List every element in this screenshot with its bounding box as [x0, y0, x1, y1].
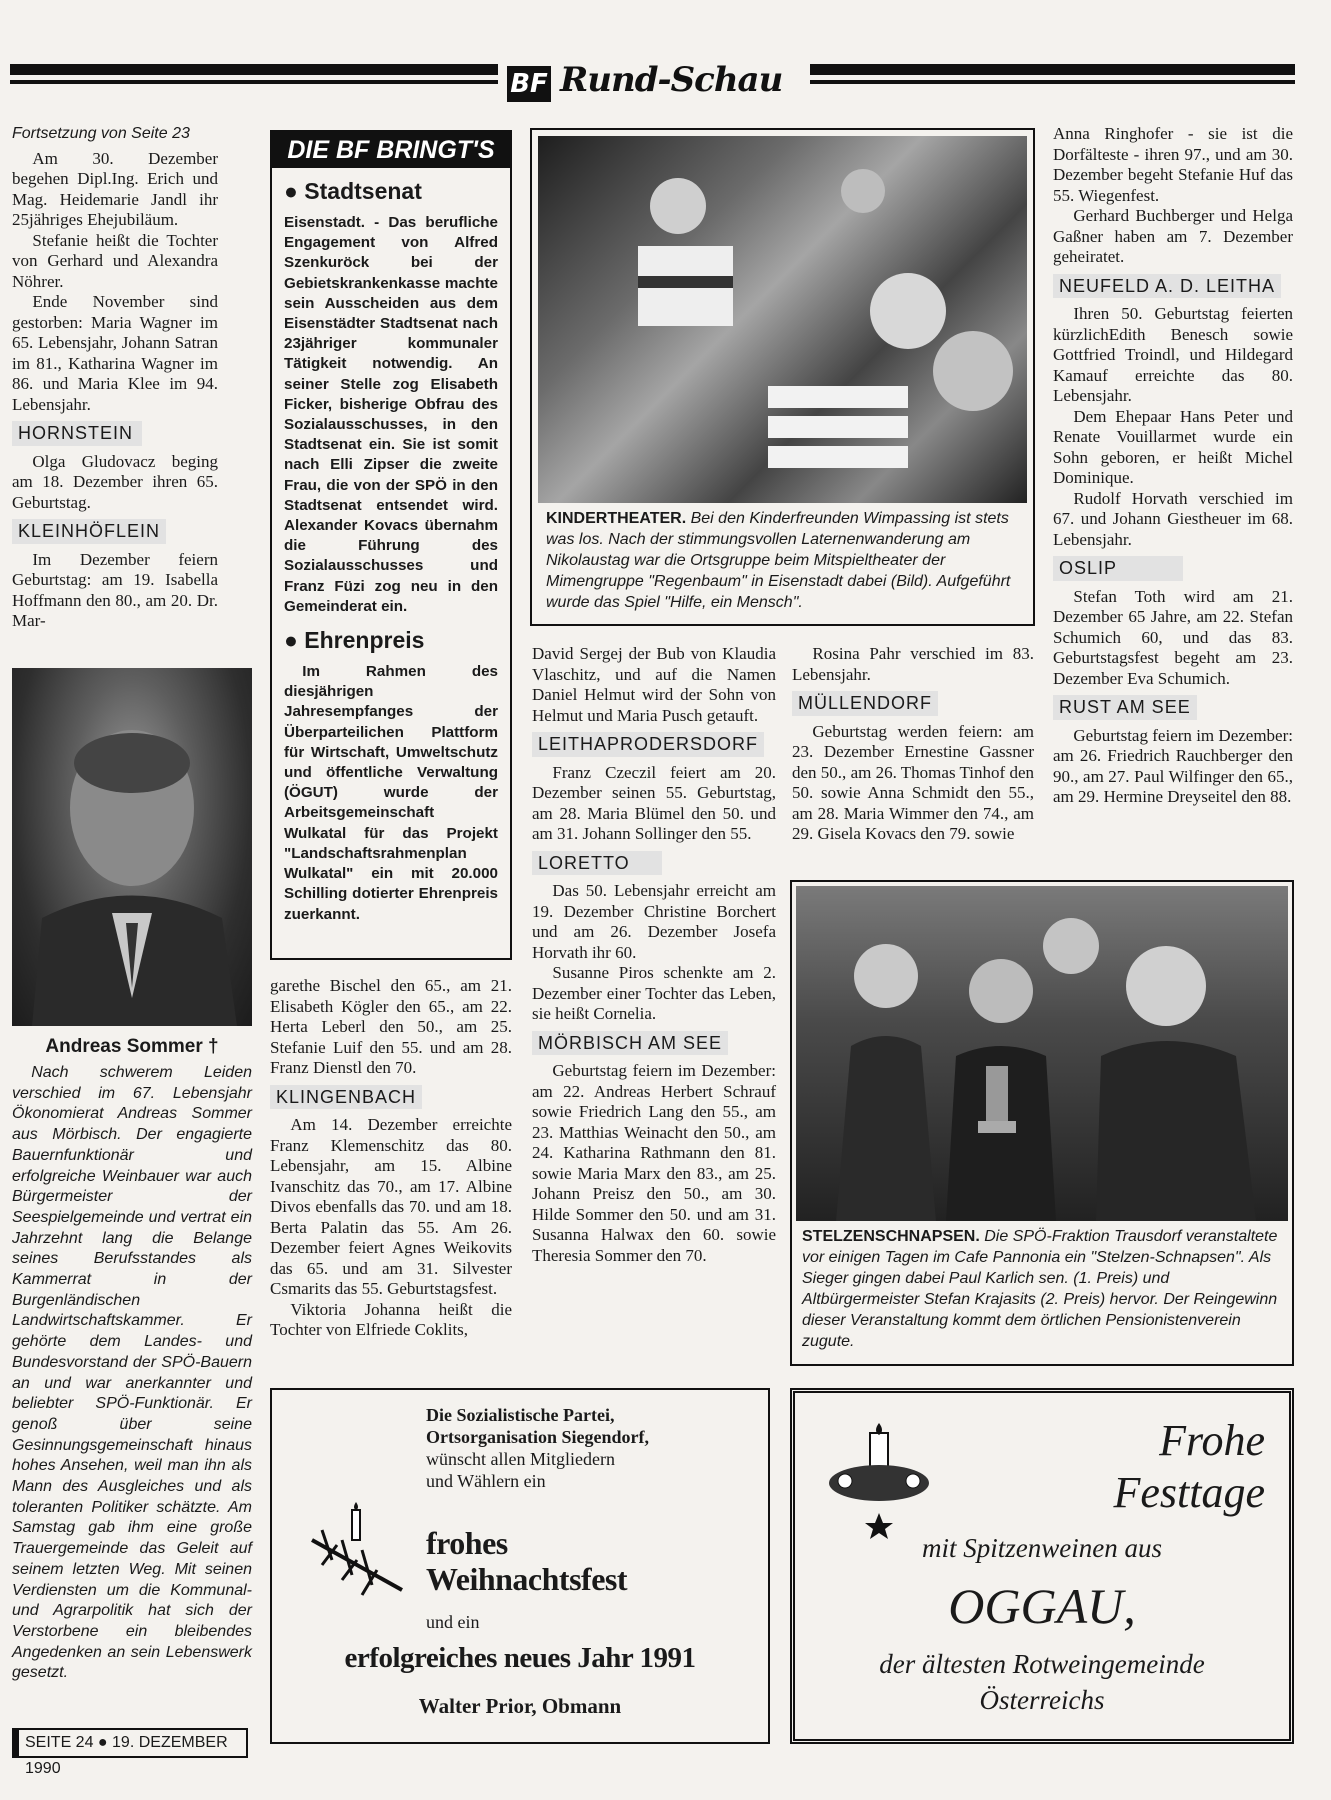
kindertheater-caption: [546, 508, 1024, 613]
kindertheater-photo: [538, 136, 1027, 503]
paragraph: Gerhard Buchberger und Helga Gaßner haben am 7. Dezember geheiratet.: [1053, 206, 1293, 266]
stelzenschnapsen-image: [796, 886, 1288, 1221]
header-rule-right-thin: [810, 80, 1295, 84]
bf-logo: BF: [507, 66, 551, 102]
ad-big-text: [426, 1525, 627, 1597]
paragraph: Das 50. Lebensjahr erreicht am 19. Dezember Christine Borchert und am 26. Dezember Josefa Horvath ihr 60.: [532, 881, 776, 962]
header-rule-left-thin: [10, 80, 498, 84]
header-rule-left: [10, 64, 498, 75]
paragraph: Geburtstag werden feiern: am 23. Dezember Ernestine Gassner den 50., am 26. Thomas Tinhof den 50. sowie Anna Schmidt den 55., am 28. Maria Wimmer den 74., am 29. Gisela Kovacs den 79. sowie: [792, 721, 1034, 843]
town-heading: HORNSTEIN: [12, 421, 142, 446]
ad-line: Weihnachtsfest: [426, 1561, 627, 1597]
paragraph: Susanne Piros schenkte am 2. Dezember einer Tochter das Leben, sie heißt Cornelia.: [532, 963, 776, 1023]
obituary-name: Andreas Sommer †: [45, 1036, 219, 1057]
stelzenschnapsen-photo: [796, 886, 1288, 1221]
ad-line: und ein: [426, 1612, 480, 1632]
paragraph: Am 30. Dezember begehen Dipl.Ing. Erich und Mag. Heidemarie Jandl ihr 25jähriges Ehejubiläum.: [12, 148, 218, 229]
ad-line: Frohe: [1159, 1416, 1265, 1465]
ad-headline: [1113, 1415, 1265, 1519]
section-title: Rund-Schau: [560, 60, 783, 100]
bringts-text: Eisenstadt. - Das berufliche Engagement von Alfred Szenkuröck bei der Gebietskrankenkasse machte sein Ausscheiden aus dem Eisenstädter Stadtsenat nach 23jähriger kommunaler Tätigkeit notwendig. An seiner Stelle zog Elisabeth Ficker, bisherige Obfrau des Sozialausschusses, in den Stadtsenat ein. Sie ist somit nach Elli Zipser die zweite Frau, die von der SPÖ in den Stadtsenat entsendet wird. Alexander Kovacs übernahm die Führung des Sozialausschusses und Franz Füzi zog neu in den Gemeinderat ein.: [284, 214, 498, 615]
continued-note: Fortsetzung von Seite 23: [12, 125, 190, 142]
caption-text: Die SPÖ-Fraktion Trausdorf veranstaltete vor einigen Tagen im Cafe Pannonia ein "Stelzen-Schnapsen". Als Sieger gingen dabei Paul Karlich sen. (1. Preis) und Altbürgermeister Stefan Krajasits (2. Preis) hervor. Der Reingewinn dieser Veranstaltung kommt dem örtlichen Pensionistenverein zugute.: [802, 1228, 1278, 1350]
paragraph: Geburtstag feiern im Dezember: am 22. Andreas Herbert Schrauf sowie Friedrich Lang den 55., am 23. Matthias Weinacht den 50., am 24. Katharina Rathmann den 81. sowie Maria Marx den 83., am 25. Johann Preisz den 50., am 30. Hilde Sommer den 50. und am 31. Susanna Halwax den 60. sowie Theresia Sommer den 70.: [532, 1061, 776, 1265]
town-heading: MÖRBISCH AM SEE: [532, 1031, 728, 1056]
paragraph: David Sergej der Bub von Klaudia Vlaschitz, und auf die Namen Daniel Helmut wird der Sohn von Helmut und Maria Pusch getauft.: [532, 644, 776, 725]
page-footer: SEITE 24 ● 19. DEZEMBER 1990: [12, 1728, 248, 1758]
ad-line: mit Spitzenweinen aus: [922, 1533, 1162, 1563]
column-4: [792, 644, 1034, 845]
ad-line: Festtage: [1113, 1468, 1265, 1517]
paragraph: Am 14. Dezember erreichte Franz Klemenschitz das 80. Lebensjahr, am 15. Albine Ivanschitz das 70., am 17. Albine Divos ebenfalls das 70. und am 18. Berta Palatin das 55. Am 26. Dezember feiert Agnes Weikovits das 65. und am 31. Silvester Csmarits das 55. Geburtstagsfest.: [270, 1115, 512, 1298]
paragraph: Im Dezember feiern Geburtstag: am 19. Isabella Hoffmann den 80., am 20. Dr. Mar-: [12, 549, 218, 630]
caption-text: Bei den Kinderfreunden Wimpassing ist stets was los. Nach der stimmungsvollen Laternenwanderung am Nikolaustag war die Ortsgruppe beim Mitspieltheater der Mimengruppe "Regenbaum" in Eisenstadt dabei (Bild). Aufgeführt wurde das Spiel "Hilfe, ein Mensch".: [546, 510, 1011, 611]
header-rule-right: [810, 64, 1295, 75]
ad-line: OGGAU,: [948, 1578, 1136, 1634]
subheading-text: Stadtsenat: [304, 178, 422, 204]
paragraph: Rosina Pahr verschied im 83. Lebensjahr.: [792, 644, 1034, 684]
column-5: [1053, 124, 1293, 808]
obituary-text: Nach schwerem Leiden verschied im 67. Lebensjahr Ökonomierat Andreas Sommer aus Mörbisch. Der engagierte Bauernfunktionär und erfolgreiche Weinbauer war auch Bürgermeister der Seespielgemeinde und vertrat ein Jahrzehnt lang die Belange seines Berufsstandes als Kammerrat in der Burgenländischen Landwirtschaftskammer. Er gehörte dem Landes- und Bundesvorstand der SPÖ-Bauern an und war anerkannter und beliebter SPÖ-Funktionär. Er genoß über seine Gesinnungsgemeinschaft hinaus hohes Ansehen, weil man ihn als Mann des Ausgleiches und als toleranten Politiker schätzte. Am Samstag gab ihm eine große Trauergemeinde das Geleit auf seinem letzten Weg. Mit seinen Verdiensten um die Kommunal- und Agrarpolitik hat sich der Verstorbene ein bleibendes Angedenken an sein Lebenswerk gesetzt.: [12, 1064, 252, 1682]
ad-spoe-siegendorf: [270, 1388, 770, 1744]
ad-line: wünscht allen Mitgliedern: [426, 1449, 615, 1469]
paragraph: Franz Czeczil feiert am 20. Dezember seinen 55. Geburtstag, am 28. Maria Blümel den 50. und am 31. Johann Sollinger den 55.: [532, 762, 776, 843]
bringts-subheading: ● Ehrenpreis: [284, 627, 425, 654]
town-heading: KLEINHÖFLEIN: [12, 519, 166, 544]
paragraph: Viktoria Johanna heißt die Tochter von Elfriede Coklits,: [270, 1299, 512, 1339]
portrait-image: [12, 668, 252, 1026]
ad-oggau: [790, 1388, 1294, 1744]
ad-line: frohes: [426, 1525, 508, 1561]
town-heading: LEITHAPRODERSDORF: [532, 732, 764, 757]
ad-line: erfolgreiches neues Jahr 1991: [344, 1642, 696, 1674]
town-heading: LORETTO: [532, 851, 662, 876]
portrait-photo: [12, 668, 252, 1026]
bringts-subheading: ● Stadtsenat: [284, 178, 422, 204]
bringts-text: Im Rahmen des diesjährigen Jahresempfanges der Überparteilichen Plattform für Wirtschaft, Umweltschutz und öffentliche Verwaltung (ÖGUT) wurde der Arbeitsgemeinschaft Wulkatal für das Projekt "Landschaftsrahmenplan Wulkatal" ein mit 20.000 Schilling dotierter Ehrenpreis zuerkannt.: [284, 663, 498, 923]
paragraph: Ihren 50. Geburtstag feierten kürzlichEdith Benesch sowie Gottfried Troindl, und Hildegard Kamauf erreichte das 80. Lebensjahr.: [1053, 304, 1293, 405]
paragraph: Ende November sind gestorben: Maria Wagner im 65. Lebensjahr, Johann Satran im 81., Katharina Wagner im 86. und Maria Klee im 94. Lebensjahr.: [12, 292, 218, 414]
town-heading: RUST AM SEE: [1053, 695, 1197, 720]
bf-bringts-box: [270, 130, 512, 960]
column-2-bottom: [270, 976, 512, 1341]
town-heading: KLINGENBACH: [270, 1085, 422, 1110]
paragraph: Stefanie heißt die Tochter von Gerhard und Alexandra Nöhrer.: [12, 230, 218, 291]
ad-line: Österreichs: [979, 1685, 1105, 1715]
stelzenschnapsen-box: [790, 880, 1294, 1366]
town-heading: MÜLLENDORF: [792, 691, 938, 716]
caption-label: STELZENSCHNAPSEN.: [802, 1228, 980, 1245]
ad-line: Ortsorganisation Siegendorf,: [426, 1427, 649, 1447]
caption-label: KINDERTHEATER.: [546, 510, 687, 527]
town-heading: OSLIP: [1053, 556, 1183, 581]
kindertheater-box: [530, 128, 1035, 626]
column-1: [12, 124, 218, 632]
ad-line: und Wählern ein: [426, 1471, 546, 1491]
subheading-text: Ehrenpreis: [304, 627, 425, 654]
paragraph: Geburtstag feiern im Dezember: am 26. Friedrich Rauchberger den 90., am 27. Paul Wilfinger den 65., am 29. Hermine Dreyseitel den 88.: [1053, 725, 1293, 806]
town-heading: NEUFELD A. D. LEITHA: [1053, 274, 1281, 299]
bringts-title: DIE BF BRINGT'S: [272, 132, 510, 168]
paragraph: Rudolf Horvath verschied im 67. und Johann Giestheuer im 68. Lebensjahr.: [1053, 488, 1293, 549]
paragraph: Olga Gludovacz beging am 18. Dezember ihren 65. Geburtstag.: [12, 451, 218, 512]
paragraph: Anna Ringhofer - sie ist die Dorfälteste - ihren 97., und am 30. Dezember begeht Stefanie Huf das 55. Wiegenfest.: [1053, 124, 1293, 205]
paragraph: Stefan Toth wird am 21. Dezember 65 Jahre, am 22. Stefan Schumich 60, und das 83. Geburtstagsfest begeht am 23. Dezember Eva Schumich.: [1053, 586, 1293, 688]
paragraph: garethe Bischel den 65., am 21. Elisabeth Kögler den 65., am 22. Herta Leberl den 50., am 25. Stefanie Luif den 55. und am 28. Franz Dienstl den 70.: [270, 976, 512, 1077]
column-3: [532, 644, 776, 1266]
stelzenschnapsen-caption: [802, 1226, 1286, 1352]
candle-wreath-icon: [825, 1423, 935, 1543]
ad-line: der ältesten Rotweingemeinde: [879, 1649, 1205, 1679]
ad-line: Die Sozialistische Partei,: [426, 1405, 615, 1425]
candle-branch-icon: [302, 1500, 412, 1610]
ad-intro: [426, 1404, 649, 1492]
kindertheater-image: [538, 136, 1027, 503]
ad-signature: Walter Prior, Obmann: [418, 1694, 622, 1718]
paragraph: Dem Ehepaar Hans Peter und Renate Vouillarmet wurde ein Sohn geboren, er heißt Michel Dominique.: [1053, 406, 1293, 487]
